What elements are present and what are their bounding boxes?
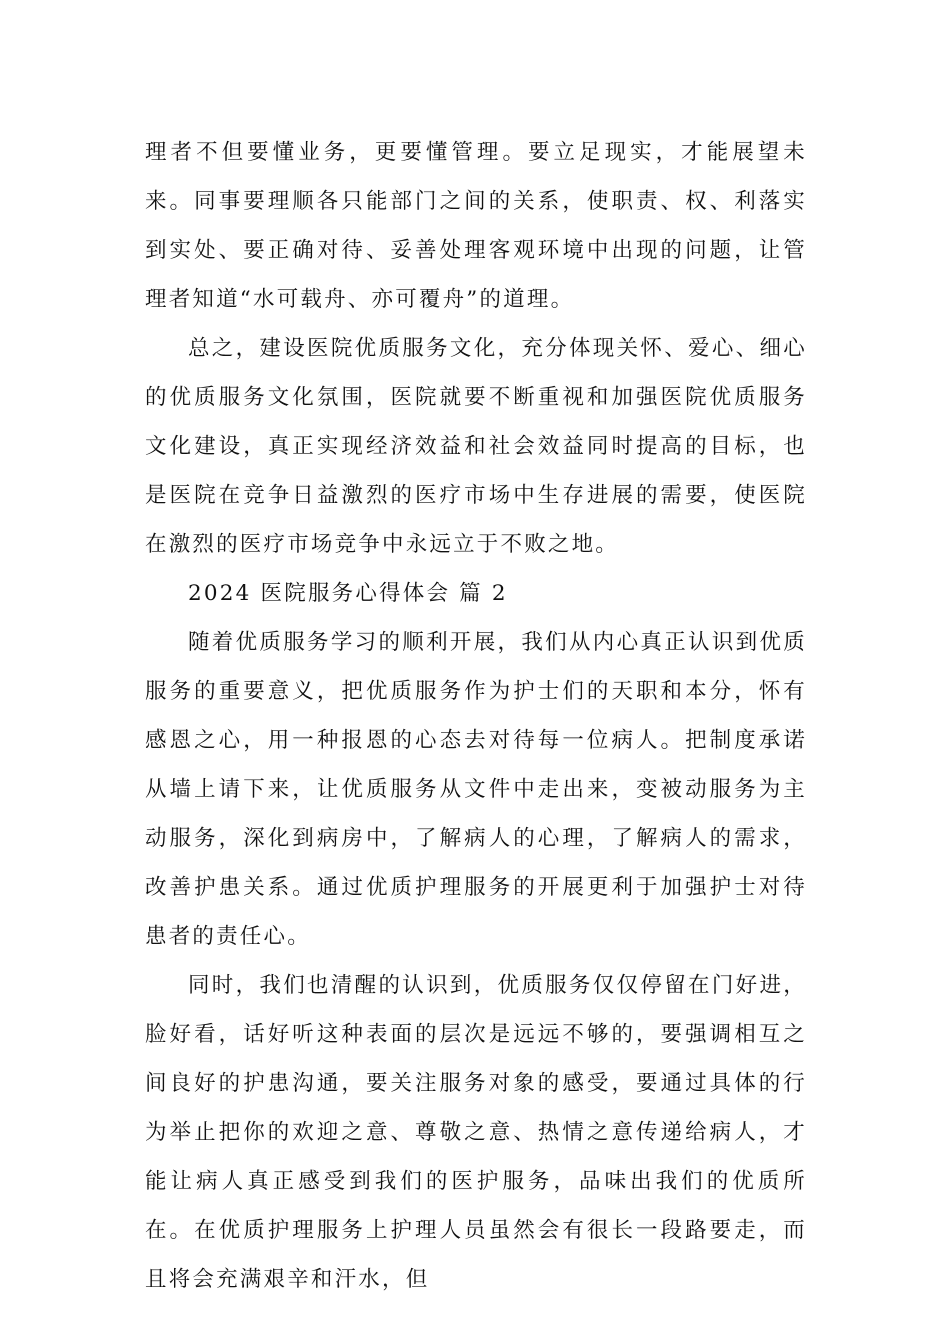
paragraph-awareness: 同时，我们也清醒的认识到，优质服务仅仅停留在门好进，脸好看，话好听这种表面的层次是远远不够的，要强调相互之间良好的护患沟通，要关注服务对象的感受，要通过具体的行为举止把你的欢迎之意、尊敬之意、热情之意传递给病人，才能让病人真正感受到我们的医护服务，品味出我们的优质所在。在优质护理服务上护理人员虽然会有很长一段路要走，而且将会充满艰辛和汗水，但 <box>145 973 807 1292</box>
paragraph-service-learning: 随着优质服务学习的顺利开展，我们从内心真正认识到优质服务的重要意义，把优质服务作为护士们的天职和本分，怀有感恩之心，用一种报恩的心态去对待每一位病人。把制度承诺从墙上请下来，让优质服务从文件中走出来，变被动服务为主动服务，深化到病房中，了解病人的心理，了解病人的需求，改善护患关系。通过优质护理服务的开展更利于加强护士对待患者的责任心。 <box>145 630 807 949</box>
paragraph-summary: 总之，建设医院优质服务文化，充分体现关怀、爱心、细心的优质服务文化氛围，医院就要不断重视和加强医院优质服务文化建设，真正实现经济效益和社会效益同时提高的目标，也是医院在竞争日益激烈的医疗市场中生存进展的需要，使医院在激烈的医疗市场竞争中永远立于不败之地。 <box>145 336 807 557</box>
section-heading: 2024 医院服务心得体会 篇 2 <box>188 581 508 606</box>
paragraph-continuation: 理者不但要懂业务，更要懂管理。要立足现实，才能展望未来。同事要理顺各只能部门之间的关系，使职责、权、利落实到实处、要正确对待、妥善处理客观环境中出现的问题，让管理者知道“水可载舟、亦可覆舟”的道理。 <box>145 140 807 312</box>
document-body <box>145 128 807 1304</box>
